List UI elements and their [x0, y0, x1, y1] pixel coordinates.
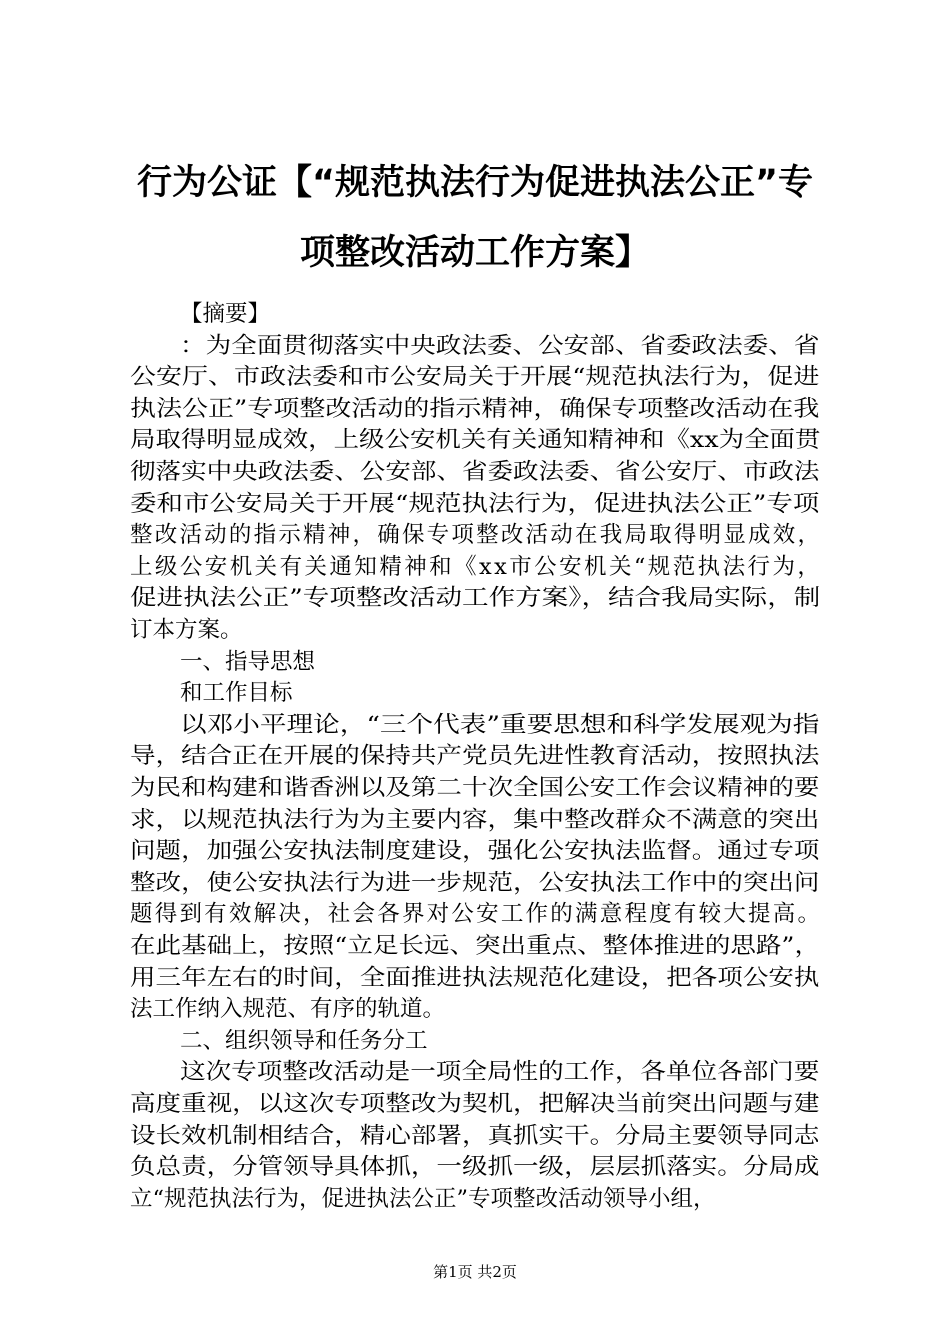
body-line: 问题，加强公安执法制度建设，强化公安执法监督。通过专项 — [130, 838, 820, 865]
body-line: 用三年左右的时间，全面推进执法规范化建设，把各项公安执 — [130, 964, 820, 991]
body-line: 为民和构建和谐香洲以及第二十次全国公安工作会议精神的要 — [130, 775, 820, 801]
body-line: 负总责，分管领导具体抓，一级抓一级，层层抓落实。分局成 — [130, 1154, 820, 1181]
body-line: 整改活动的指示精神，确保专项整改活动在我局取得明显成效， — [130, 522, 823, 549]
body-line: 立“规范执法行为，促进执法公正”专项整改活动领导小组， — [130, 1185, 716, 1212]
page-footer: 第1页 共2页 — [433, 1263, 517, 1281]
body-line: 法工作纳入规范、有序的轨道。 — [130, 996, 446, 1023]
body-line: 整改，使公安执法行为进一步规范，公安执法工作中的突出问 — [130, 869, 820, 896]
body-line: 这次专项整改活动是一项全局性的工作，各单位各部门要 — [180, 1059, 820, 1086]
body-line: 在此基础上，按照“立足长远、突出重点、整体推进的思路”， — [130, 933, 821, 959]
body-line: 促进执法公正”专项整改活动工作方案》，结合我局实际，制 — [130, 585, 821, 612]
body-line: 题得到有效解决，社会各界对公安工作的满意程度有较大提高。 — [130, 901, 823, 928]
body-line: 公安厅、市政法委和市公安局关于开展“规范执法行为，促进 — [130, 364, 820, 391]
body-line: 导，结合正在开展的保持共产党员先进性教育活动，按照执法 — [130, 743, 820, 770]
document-title-line-2: 项整改活动工作方案】 — [299, 233, 650, 273]
body-line: ：为全面贯彻落实中央政法委、公安部、省委政法委、省 — [180, 332, 820, 359]
section-heading: 和工作目标 — [180, 680, 293, 707]
abstract-heading: 【摘要】 — [180, 301, 271, 327]
body-line: 设长效机制相结合，精心部署，真抓实干。分局主要领导同志 — [130, 1122, 820, 1149]
body-line: 高度重视，以这次专项整改为契机，把解决当前突出问题与建 — [130, 1091, 820, 1117]
section-heading: 二、组织领导和任务分工 — [180, 1027, 428, 1054]
document-title-line-1: 行为公证【“规范执法行为促进执法公正”专 — [136, 163, 813, 203]
body-line: 订本方案。 — [130, 617, 243, 643]
body-line: 局取得明显成效，上级公安机关有关通知精神和《xx为全面贯 — [130, 427, 821, 454]
body-line: 求，以规范执法行为为主要内容，集中整改群众不满意的突出 — [130, 806, 820, 833]
section-heading: 一、指导思想 — [180, 648, 316, 675]
body-line: 彻落实中央政法委、公安部、省委政法委、省公安厅、市政法 — [130, 459, 820, 485]
body-line: 以邓小平理论，“三个代表”重要思想和科学发展观为指 — [180, 711, 820, 738]
body-line: 执法公正”专项整改活动的指示精神，确保专项整改活动在我 — [130, 395, 820, 422]
body-line: 委和市公安局关于开展“规范执法行为，促进执法公正”专项 — [130, 490, 820, 517]
body-line: 上级公安机关有关通知精神和《xx市公安机关“规范执法行为， — [130, 553, 823, 580]
